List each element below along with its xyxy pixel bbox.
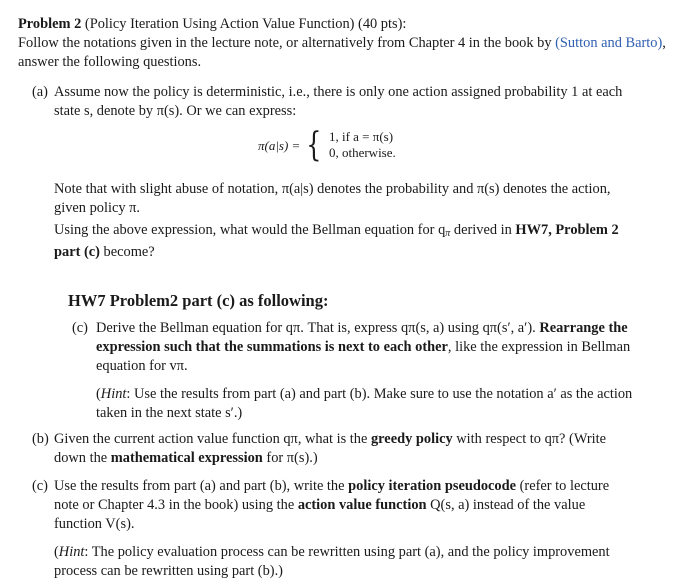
- brace-symbol: {: [306, 125, 322, 165]
- part-a-label: (a): [32, 84, 48, 100]
- hw7-line2: expression such that the summations is next to each other, like the expression in Bellman: [96, 339, 631, 355]
- equation-cases: [329, 129, 396, 161]
- question-line2: part (c) become?: [54, 244, 155, 260]
- sutton-barto-link[interactable]: (Sutton and Barto): [555, 35, 663, 51]
- problem-title: [18, 15, 406, 34]
- intro-post: , answer the following questions.: [18, 35, 666, 70]
- equation-lhs: π(a|s) =: [258, 137, 301, 153]
- problem-subtitle: (Policy Iteration Using Action Value Function) (40 pts):: [84, 16, 407, 32]
- hw7-line1: Derive the Bellman equation for qπ. That is, express qπ(s, a) using qπ(s′, a′). Rearrange the: [96, 320, 628, 336]
- note-line2: given policy π.: [54, 200, 140, 216]
- part-b-label: (b): [32, 431, 49, 447]
- part-c-text: [54, 477, 694, 581]
- part-c-line3: function V(s).: [54, 516, 135, 532]
- equation-case-2: 0, otherwise.: [328, 145, 396, 160]
- part-a-note: [54, 180, 694, 218]
- hw7-label: (c): [72, 320, 88, 336]
- part-a-text: [54, 83, 694, 121]
- policy-equation: [258, 125, 396, 165]
- question-line1: Using the above expression, what would the Bellman equation for $q_\pi$ derived in HW7, Problem 2: [54, 222, 619, 239]
- hw7-heading: HW7 Problem2 part (c) as following:: [68, 291, 329, 310]
- part-c-line1: Use the results from part (a) and part (b), write the policy iteration pseudocode (refer to lecture: [54, 478, 610, 494]
- hw7-line3: equation for vπ.: [96, 358, 188, 374]
- part-a-line2: state s, denote by π(s). Or we can express:: [54, 103, 297, 119]
- part-c-line2: note or Chapter 4.3 in the book) using the action value function Q(s, a) instead of the value: [54, 497, 586, 513]
- intro-text: [18, 34, 688, 72]
- intro-pre: Follow the notations given in the lecture note, or alternatively from Chapter 4 in the book by: [18, 35, 552, 51]
- part-c-label: (c): [32, 478, 48, 494]
- note-line1: Note that with slight abuse of notation, π(a|s) denotes the probability and π(s) denotes the action,: [54, 181, 611, 197]
- part-a-line1: Assume now the policy is deterministic, i.e., there is only one action assigned probability 1 at each: [54, 84, 623, 100]
- part-c-hint: (Hint: The policy evaluation process can be rewritten using part (a), and the policy improvement process can be rewritten using part (b).): [54, 544, 610, 579]
- part-a-question: [54, 221, 694, 262]
- problem-number: Problem 2: [18, 16, 82, 32]
- part-b-text: [54, 430, 694, 468]
- part-b-line1: Given the current action value function qπ, what is the greedy policy with respect to qπ? (Write: [54, 431, 607, 447]
- hw7-ref: HW7, Problem 2: [515, 222, 619, 238]
- hw7-hint: (Hint: Use the results from part (a) and part (b). Make sure to use the notation a′ as the action taken in the next state s′.): [96, 386, 633, 421]
- part-b-line2: down the mathematical expression for π(s).): [54, 450, 318, 466]
- equation-case-1: 1, if a = π(s): [328, 129, 394, 144]
- hw7-text: [96, 319, 686, 423]
